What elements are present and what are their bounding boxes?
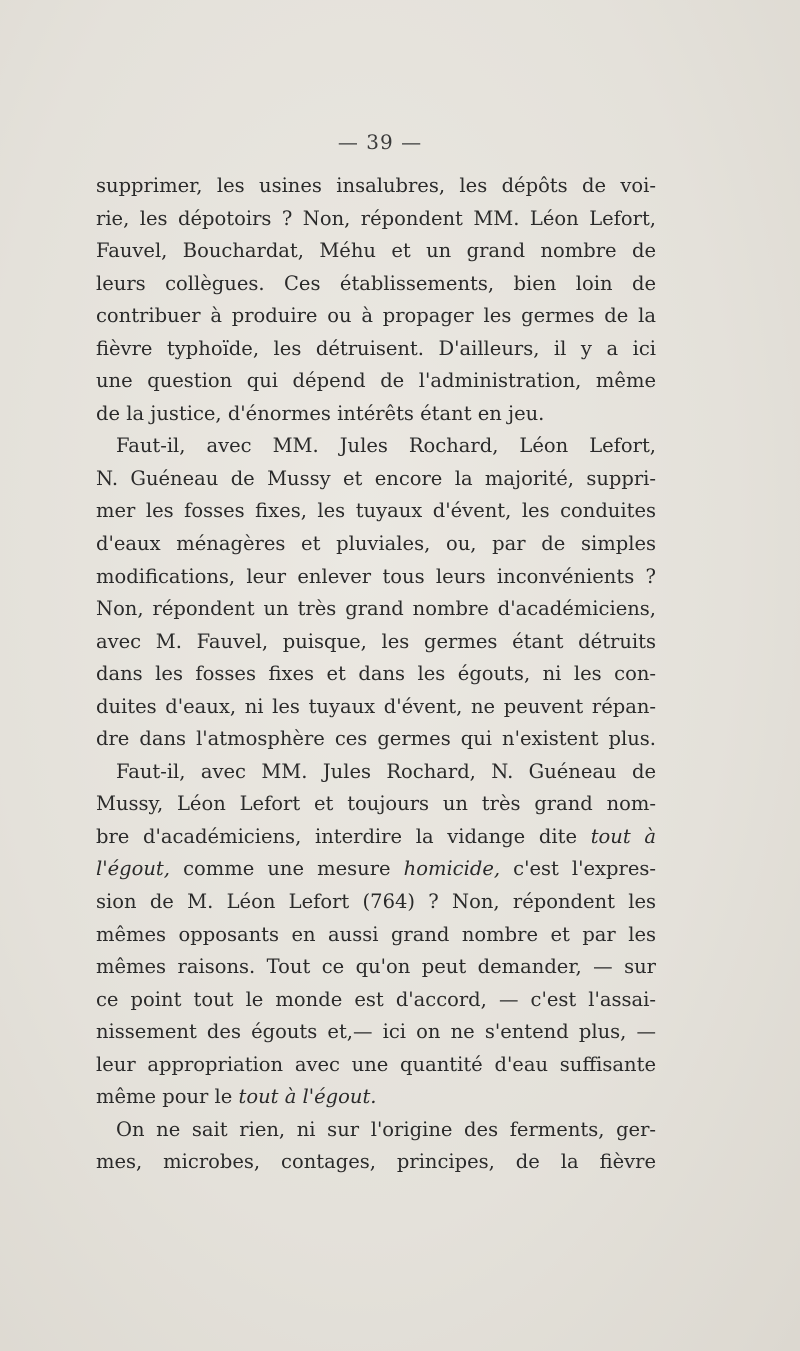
italic-text: l'égout, [96, 857, 170, 881]
text-run: ce point tout le monde est d'accord, — c'est l'assai- [96, 987, 656, 1011]
text-line [96, 788, 656, 821]
text-line [96, 1049, 656, 1082]
text-run: fièvre typhoïde, les détruisent. D'ailleurs, il y a ici [96, 336, 656, 360]
italic-text: homicide, [403, 857, 501, 881]
text-line [96, 430, 656, 463]
text-run: leurs collègues. Ces établissements, bien loin de [96, 271, 656, 295]
text-line [96, 495, 656, 528]
text-run: mer les fosses fixes, les tuyaux d'évent, les conduites [96, 499, 656, 523]
text-run: mêmes opposants en aussi grand nombre et par les [96, 922, 656, 946]
text-line [96, 723, 656, 756]
text-line [96, 691, 656, 724]
text-run: Mussy, Léon Lefort et toujours un très grand nom- [96, 792, 656, 816]
text-run: de la justice, d'énormes intérêts étant en jeu. [96, 401, 545, 425]
text-line [96, 919, 656, 952]
text-run: leur appropriation avec une quantité d'eau suffisante [96, 1052, 656, 1076]
text-line [96, 463, 656, 496]
text-run: rie, les dépotoirs ? Non, répondent MM. Léon Lefort, [96, 206, 656, 230]
text-line [96, 1016, 656, 1049]
text-run: sion de M. Léon Lefort (764) ? Non, répondent les [96, 890, 656, 914]
text-line [96, 951, 656, 984]
text-line [96, 203, 656, 236]
text-run: Non, répondent un très grand nombre d'académiciens, [96, 597, 656, 621]
italic-text: tout à l'égout. [238, 1085, 377, 1109]
text-line [96, 170, 656, 203]
text-line [96, 593, 656, 626]
text-run: Faut-il, avec MM. Jules Rochard, Léon Lefort, [116, 434, 656, 458]
text-line [96, 853, 656, 886]
italic-text: tout à [590, 824, 656, 848]
text-line [96, 398, 656, 431]
text-line [96, 268, 656, 301]
text-line [96, 821, 656, 854]
text-line [96, 528, 656, 561]
text-line [96, 1146, 656, 1179]
text-line [96, 626, 656, 659]
text-line [96, 561, 656, 594]
text-line [96, 1081, 656, 1114]
text-line [96, 1114, 656, 1147]
text-line [96, 756, 656, 789]
text-run: Faut-il, avec MM. Jules Rochard, N. Guéneau de [116, 759, 656, 783]
text-line [96, 365, 656, 398]
text-run: modifications, leur enlever tous leurs inconvénients ? [96, 564, 656, 588]
text-line [96, 235, 656, 268]
text-run: comme une mesure [169, 857, 404, 881]
text-run: Fauvel, Bouchardat, Méhu et un grand nombre de [96, 239, 656, 263]
page-number: — 39 — [337, 130, 423, 154]
text-run: c'est l'expres- [500, 857, 656, 881]
body-text [96, 170, 656, 1179]
text-run: contribuer à produire ou à propager les germes de la [96, 304, 656, 328]
text-line [96, 300, 656, 333]
text-run: bre d'académiciens, interdire la vidange dite [96, 824, 591, 848]
text-run: On ne sait rien, ni sur l'origine des ferments, ger- [116, 1117, 656, 1141]
text-run: mes, microbes, contages, principes, de la fièvre [96, 1150, 656, 1174]
text-line [96, 658, 656, 691]
text-run: nissement des égouts et,— ici on ne s'entend plus, — [96, 1020, 656, 1044]
text-run: dre dans l'atmosphère ces germes qui n'existent plus. [96, 727, 656, 751]
text-line [96, 886, 656, 919]
text-run: supprimer, les usines insalubres, les dépôts de voi- [96, 174, 656, 197]
text-run: même pour le [96, 1085, 239, 1109]
text-line [96, 984, 656, 1017]
text-line [96, 333, 656, 366]
text-run: d'eaux ménagères et pluviales, ou, par de simples [96, 532, 656, 556]
text-run: avec M. Fauvel, puisque, les germes étant détruits [96, 629, 656, 653]
text-run: duites d'eaux, ni les tuyaux d'évent, ne peuvent répan- [96, 694, 656, 718]
text-run: dans les fosses fixes et dans les égouts, ni les con- [96, 662, 656, 686]
text-run: N. Guéneau de Mussy et encore la majorité, suppri- [96, 466, 656, 490]
text-run: mêmes raisons. Tout ce qu'on peut demander, — sur [96, 955, 656, 979]
text-run: une question qui dépend de l'administration, même [96, 369, 656, 393]
